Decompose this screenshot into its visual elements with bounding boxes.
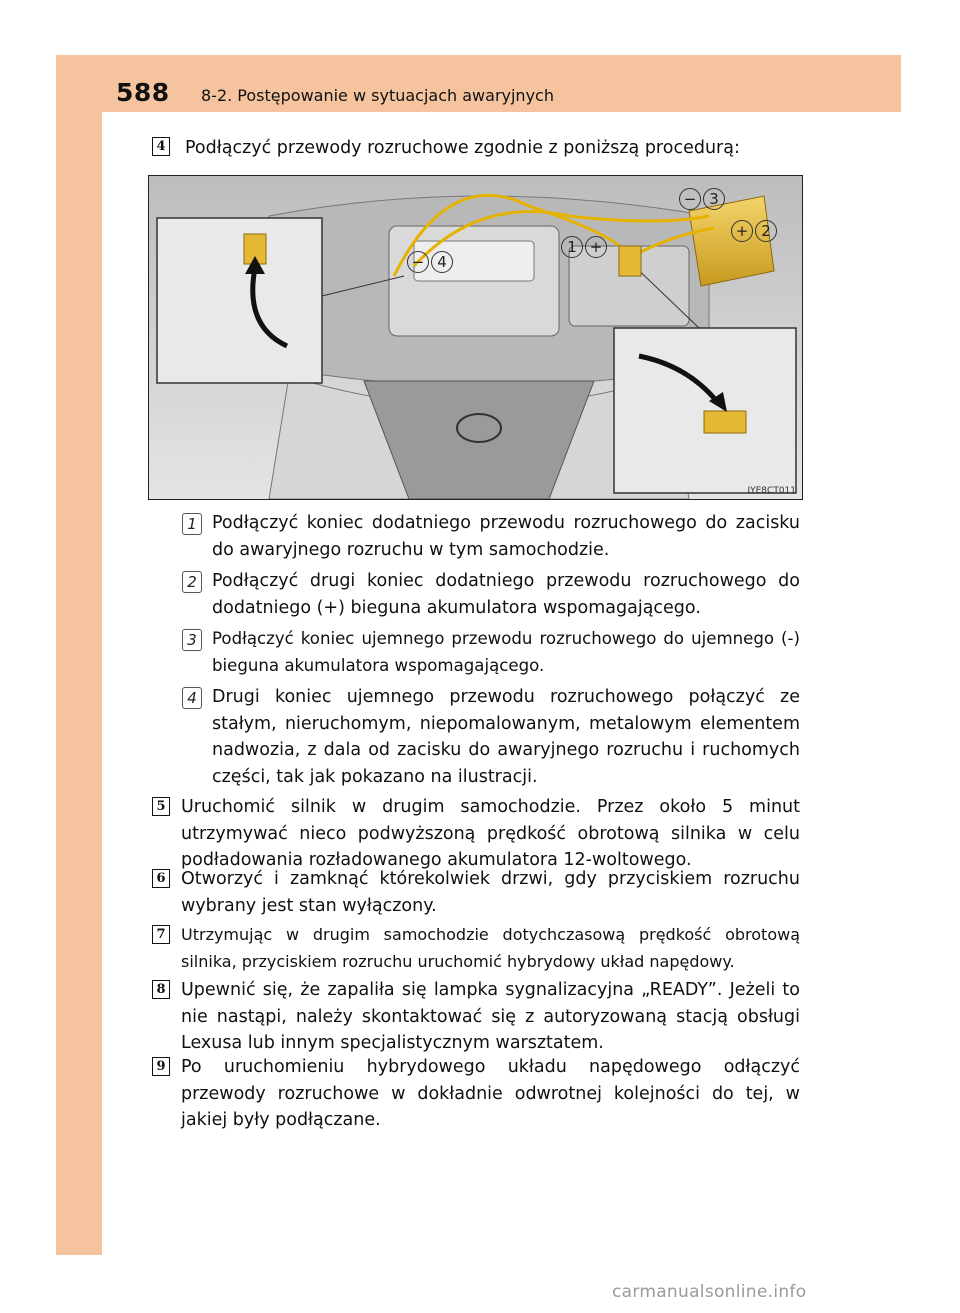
substep-number: 4 xyxy=(182,687,202,709)
substep-text: Drugi koniec ujemnego przewodu rozruchowego połączyć ze stałym, nieruchomym, niepomalowanym, metalowym elementem nadwozia, z dala od zacisku do awaryjnego rozruchu i ruchomych części, tak jak pokazano na ilustracji. xyxy=(212,687,800,787)
callout-number: 4 xyxy=(431,251,453,273)
substep-text: Podłączyć koniec ujemnego przewodu rozruchowego do ujemnego (-) bieguna akumulatora wspomagającego. xyxy=(212,629,800,675)
callout-3 xyxy=(679,188,725,210)
step-text: Upewnić się, że zapaliła się lampka sygnalizacyjna „READY”. Jeżeli to nie nastąpi, należy skontaktować się z autoryzowaną stacją obsługi Lexusa lub innym specjalistycznym warsztatem. xyxy=(181,980,800,1053)
step-text: Otworzyć i zamknąć którekolwiek drzwi, gdy przyciskiem rozruchu wybrany jest stan wyłączony. xyxy=(181,869,800,916)
substep-number: 2 xyxy=(182,571,202,593)
page-number: 588 xyxy=(116,78,170,107)
step-number-box: 6 xyxy=(152,869,170,888)
substep-text: Podłączyć koniec dodatniego przewodu rozruchowego do zacisku do awaryjnego rozruchu w tym samochodzie. xyxy=(212,513,800,560)
engine-illustration xyxy=(148,175,803,500)
callout-number: 3 xyxy=(703,188,725,210)
step-number-box: 4 xyxy=(152,137,170,156)
callout-1 xyxy=(561,236,607,258)
callout-number: 1 xyxy=(561,236,583,258)
step-number-box: 8 xyxy=(152,980,170,999)
figure-code: IYE8CT011 xyxy=(747,486,796,496)
step-text: Uruchomić silnik w drugim samochodzie. Przez około 5 minut utrzymywać nieco podwyższoną prędkość obrotową silnika w celu podładowania rozładowanego akumulatora 12-woltowego. xyxy=(181,797,800,870)
plus-sign-icon: + xyxy=(585,236,607,258)
substep-text: Podłączyć drugi koniec dodatniego przewodu rozruchowego do dodatniego (+) bieguna akumulatora wspomagającego. xyxy=(212,571,800,618)
step-text: Po uruchomieniu hybrydowego układu napędowego odłączyć przewody rozruchowe w dokładnie odwrotnej kolejności do tej, w jakiej były podłączane. xyxy=(181,1057,800,1130)
step-text: Utrzymując w drugim samochodzie dotychczasową prędkość obrotową silnika, przyciskiem rozruchu uruchomić hybrydowy układ napędowy. xyxy=(181,925,800,971)
step-number-box: 5 xyxy=(152,797,170,816)
minus-sign-icon: − xyxy=(407,251,429,273)
side-color-band xyxy=(56,55,102,1255)
callout-4 xyxy=(407,251,453,273)
watermark: carmanualsonline.info xyxy=(612,1282,807,1302)
step-number-box: 7 xyxy=(152,925,170,944)
engine-bay-drawing xyxy=(149,176,802,499)
substep-number: 1 xyxy=(182,513,202,535)
callout-2 xyxy=(731,220,777,242)
running-head: 8-2. Postępowanie w sytuacjach awaryjnych xyxy=(201,86,554,105)
callout-number: 2 xyxy=(755,220,777,242)
minus-sign-icon: − xyxy=(679,188,701,210)
step-number-box: 9 xyxy=(152,1057,170,1076)
step-text: Podłączyć przewody rozruchowe zgodnie z poniższą procedurą: xyxy=(185,138,740,158)
plus-sign-icon: + xyxy=(731,220,753,242)
substep-number: 3 xyxy=(182,629,202,651)
